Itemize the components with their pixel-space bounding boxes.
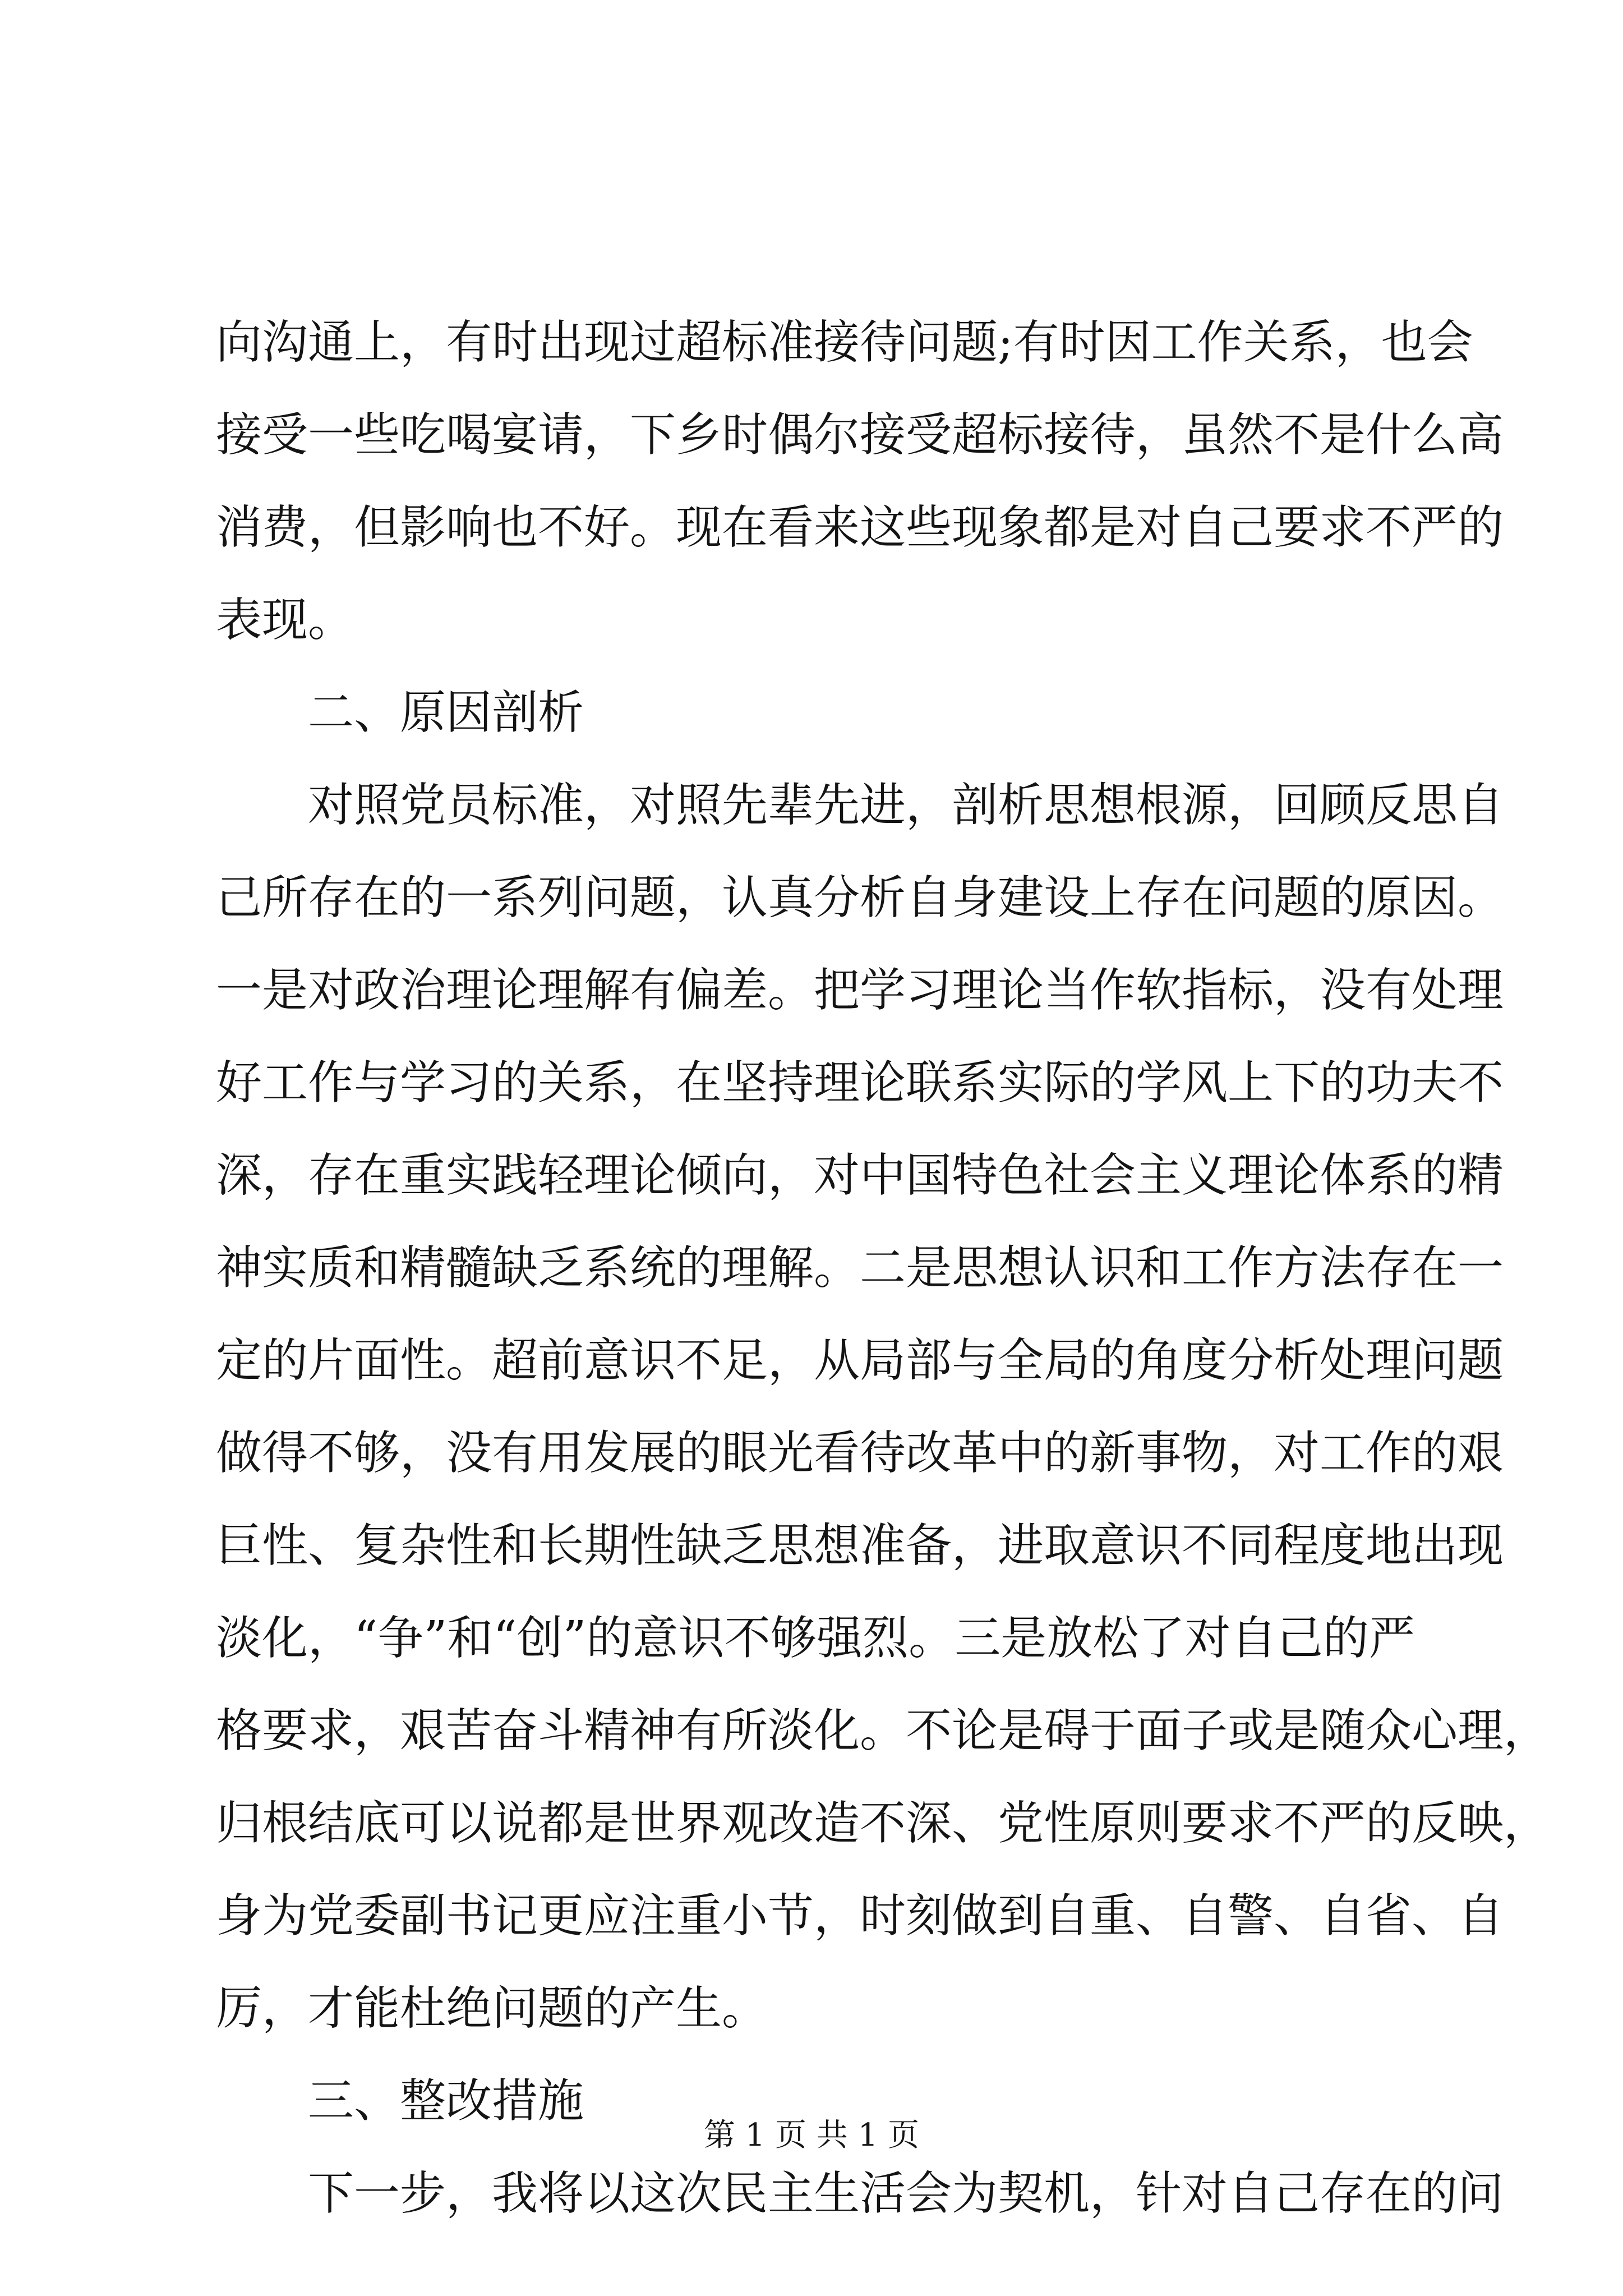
paragraph-line: 淡化，“争”和“创”的意识不够强烈。三是放松了对自己的严 xyxy=(216,1612,1415,1665)
paragraph-line: 归根结底可以说都是世界观改造不深、党性原则要求不严的反映， xyxy=(216,1797,1550,1850)
document-body xyxy=(216,296,1550,2240)
paragraph-line: 一是对政治理论理解有偏差。把学习理论当作软指标，没有处理 xyxy=(216,964,1504,1017)
paragraph-line: 己所存在的一系列问题，认真分析自身建设上存在问题的原因。 xyxy=(216,871,1504,924)
paragraph-line: 身为党委副书记更应注重小节，时刻做到自重、自警、自省、自 xyxy=(216,1889,1504,1943)
paragraph-line: 消费，但影响也不好。现在看来这些现象都是对自己要求不严的 xyxy=(216,501,1504,554)
paragraph-line: 向沟通上，有时出现过超标准接待问题;有时因工作关系，也会 xyxy=(216,316,1473,369)
paragraph-line: 对照党员标准，对照先辈先进，剖析思想根源，回顾反思自 xyxy=(308,779,1504,832)
paragraph-line: 巨性、复杂性和长期性缺乏思想准备，进取意识不同程度地出现 xyxy=(216,1519,1504,1572)
paragraph-line: 好工作与学习的关系，在坚持理论联系实际的学风上下的功夫不 xyxy=(216,1056,1504,1110)
paragraph-line: 深，存在重实践轻理论倾向，对中国特色社会主义理论体系的精 xyxy=(216,1149,1504,1202)
page-number-footer: 第 1 页 共 1 页 xyxy=(703,2117,920,2154)
paragraph-line: 下一步，我将以这次民主生活会为契机，针对自己存在的问 xyxy=(308,2167,1504,2220)
paragraph-line: 厉，才能杜绝问题的产生。 xyxy=(216,1982,768,2035)
paragraph-line: 接受一些吃喝宴请，下乡时偶尔接受超标接待，虽然不是什么高 xyxy=(216,408,1504,462)
section-heading-cause-analysis: 二、原因剖析 xyxy=(308,686,584,739)
section-heading-rectification: 三、整改措施 xyxy=(308,2074,584,2128)
paragraph-line: 定的片面性。超前意识不足，从局部与全局的角度分析处理问题 xyxy=(216,1334,1504,1387)
paragraph-line: 神实质和精髓缺乏系统的理解。二是思想认识和工作方法存在一 xyxy=(216,1241,1504,1295)
paragraph-line: 格要求，艰苦奋斗精神有所淡化。不论是碍于面子或是随众心理， xyxy=(216,1704,1550,1757)
paragraph-line: 表现。 xyxy=(216,593,354,647)
paragraph-line: 做得不够，没有用发展的眼光看待改革中的新事物，对工作的艰 xyxy=(216,1427,1504,1480)
